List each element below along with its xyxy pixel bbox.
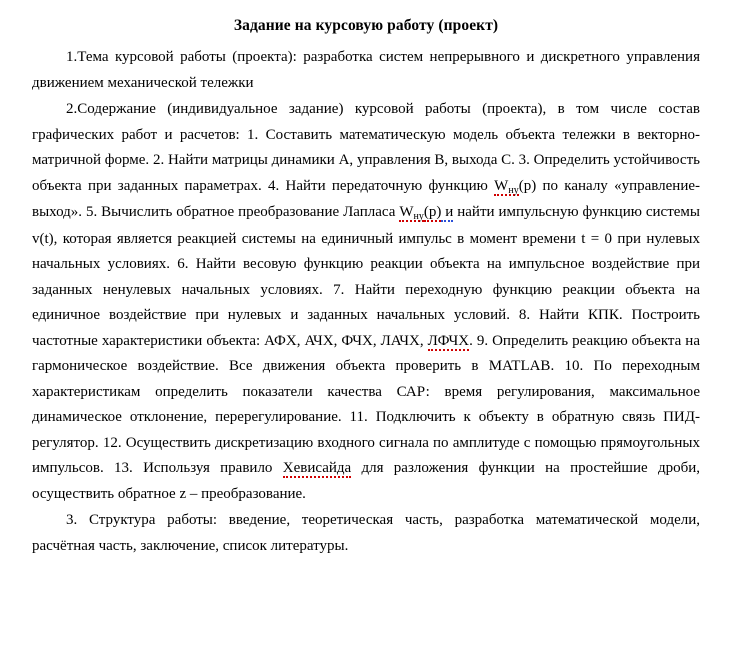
text-run: для разложения функции на простейшие дроби, осуществить обратное z – преобразование. [32, 460, 700, 502]
subscript-text: ну [413, 211, 424, 223]
text-run: 1.Тема курсовой работы (проекта): разработка систем непрерывного и дискретного управления движением механической тележки [32, 49, 700, 91]
paragraph-task-topic [32, 45, 700, 96]
spelling-error-text: $W_{ну}$ [399, 204, 424, 223]
text-run: 3. Структура работы: введение, теоретическая часть, разработка математической модели, расчётная часть, заключение, список литературы. [32, 512, 700, 554]
paragraph-task-content [32, 97, 700, 507]
spelling-error-text: ЛФЧХ [427, 332, 470, 349]
page-title: Задание на курсовую работу (проект) [233, 17, 499, 34]
text-run: (р) по каналу «управление-выход». 5. Вычислить обратное преобразование Лапласа [32, 177, 701, 221]
spelling-error-text: (р) [423, 204, 442, 221]
text-run: 2.Содержание (индивидуальное задание) курсовой работы (проекта), в том числе состав графических работ и расчетов: 1. Составить математическую модель объекта тележки в векторно-матричной форме. 2. Найти матрицы динамики А, управления В, выхода С. 3. Определить устойчивость объекта при заданных параметрах. 4. Найти передаточную функцию [32, 101, 700, 194]
text-run: найти импульсную функцию системы v(t), которая является реакцией системы на единичный импульс в момент времени t = 0 при нулевых начальных условиях. 6. Найти весовую функцию реакции объекта на импульсное воздействие при заданных ненулевых начальных условиях. 7. Найти переходную функцию реакции объекта на единичное воздействие при нулевых и заданных начальных условий. 8. Найти КПК. Построить частотные характеристики объекта: АФХ, АЧХ, ФЧХ, ЛАЧХ, [32, 204, 700, 349]
text-run: . 9. Определить реакцию объекта на гармоническое воздействие. Все движения объекта проверить в MATLAB. 10. По переходным характеристикам определить показатели качества САР: время регулирования, максимальное динамическое отклонение, перерегулирование. 11. Подключить к объекту в обратную связь ПИД-регулятор. 12. Осуществить дискретизацию входного сигнала по амплитуде с помощью прямоугольных импульсов. 13. Используя правило [32, 332, 700, 477]
grammar-error-text: и [441, 204, 454, 221]
subscript-text: ну [508, 184, 519, 196]
spelling-error-text: $W_{ну}$ [494, 177, 519, 196]
spelling-error-text: Хевисайда [282, 460, 352, 477]
paragraph-work-structure [32, 508, 700, 559]
